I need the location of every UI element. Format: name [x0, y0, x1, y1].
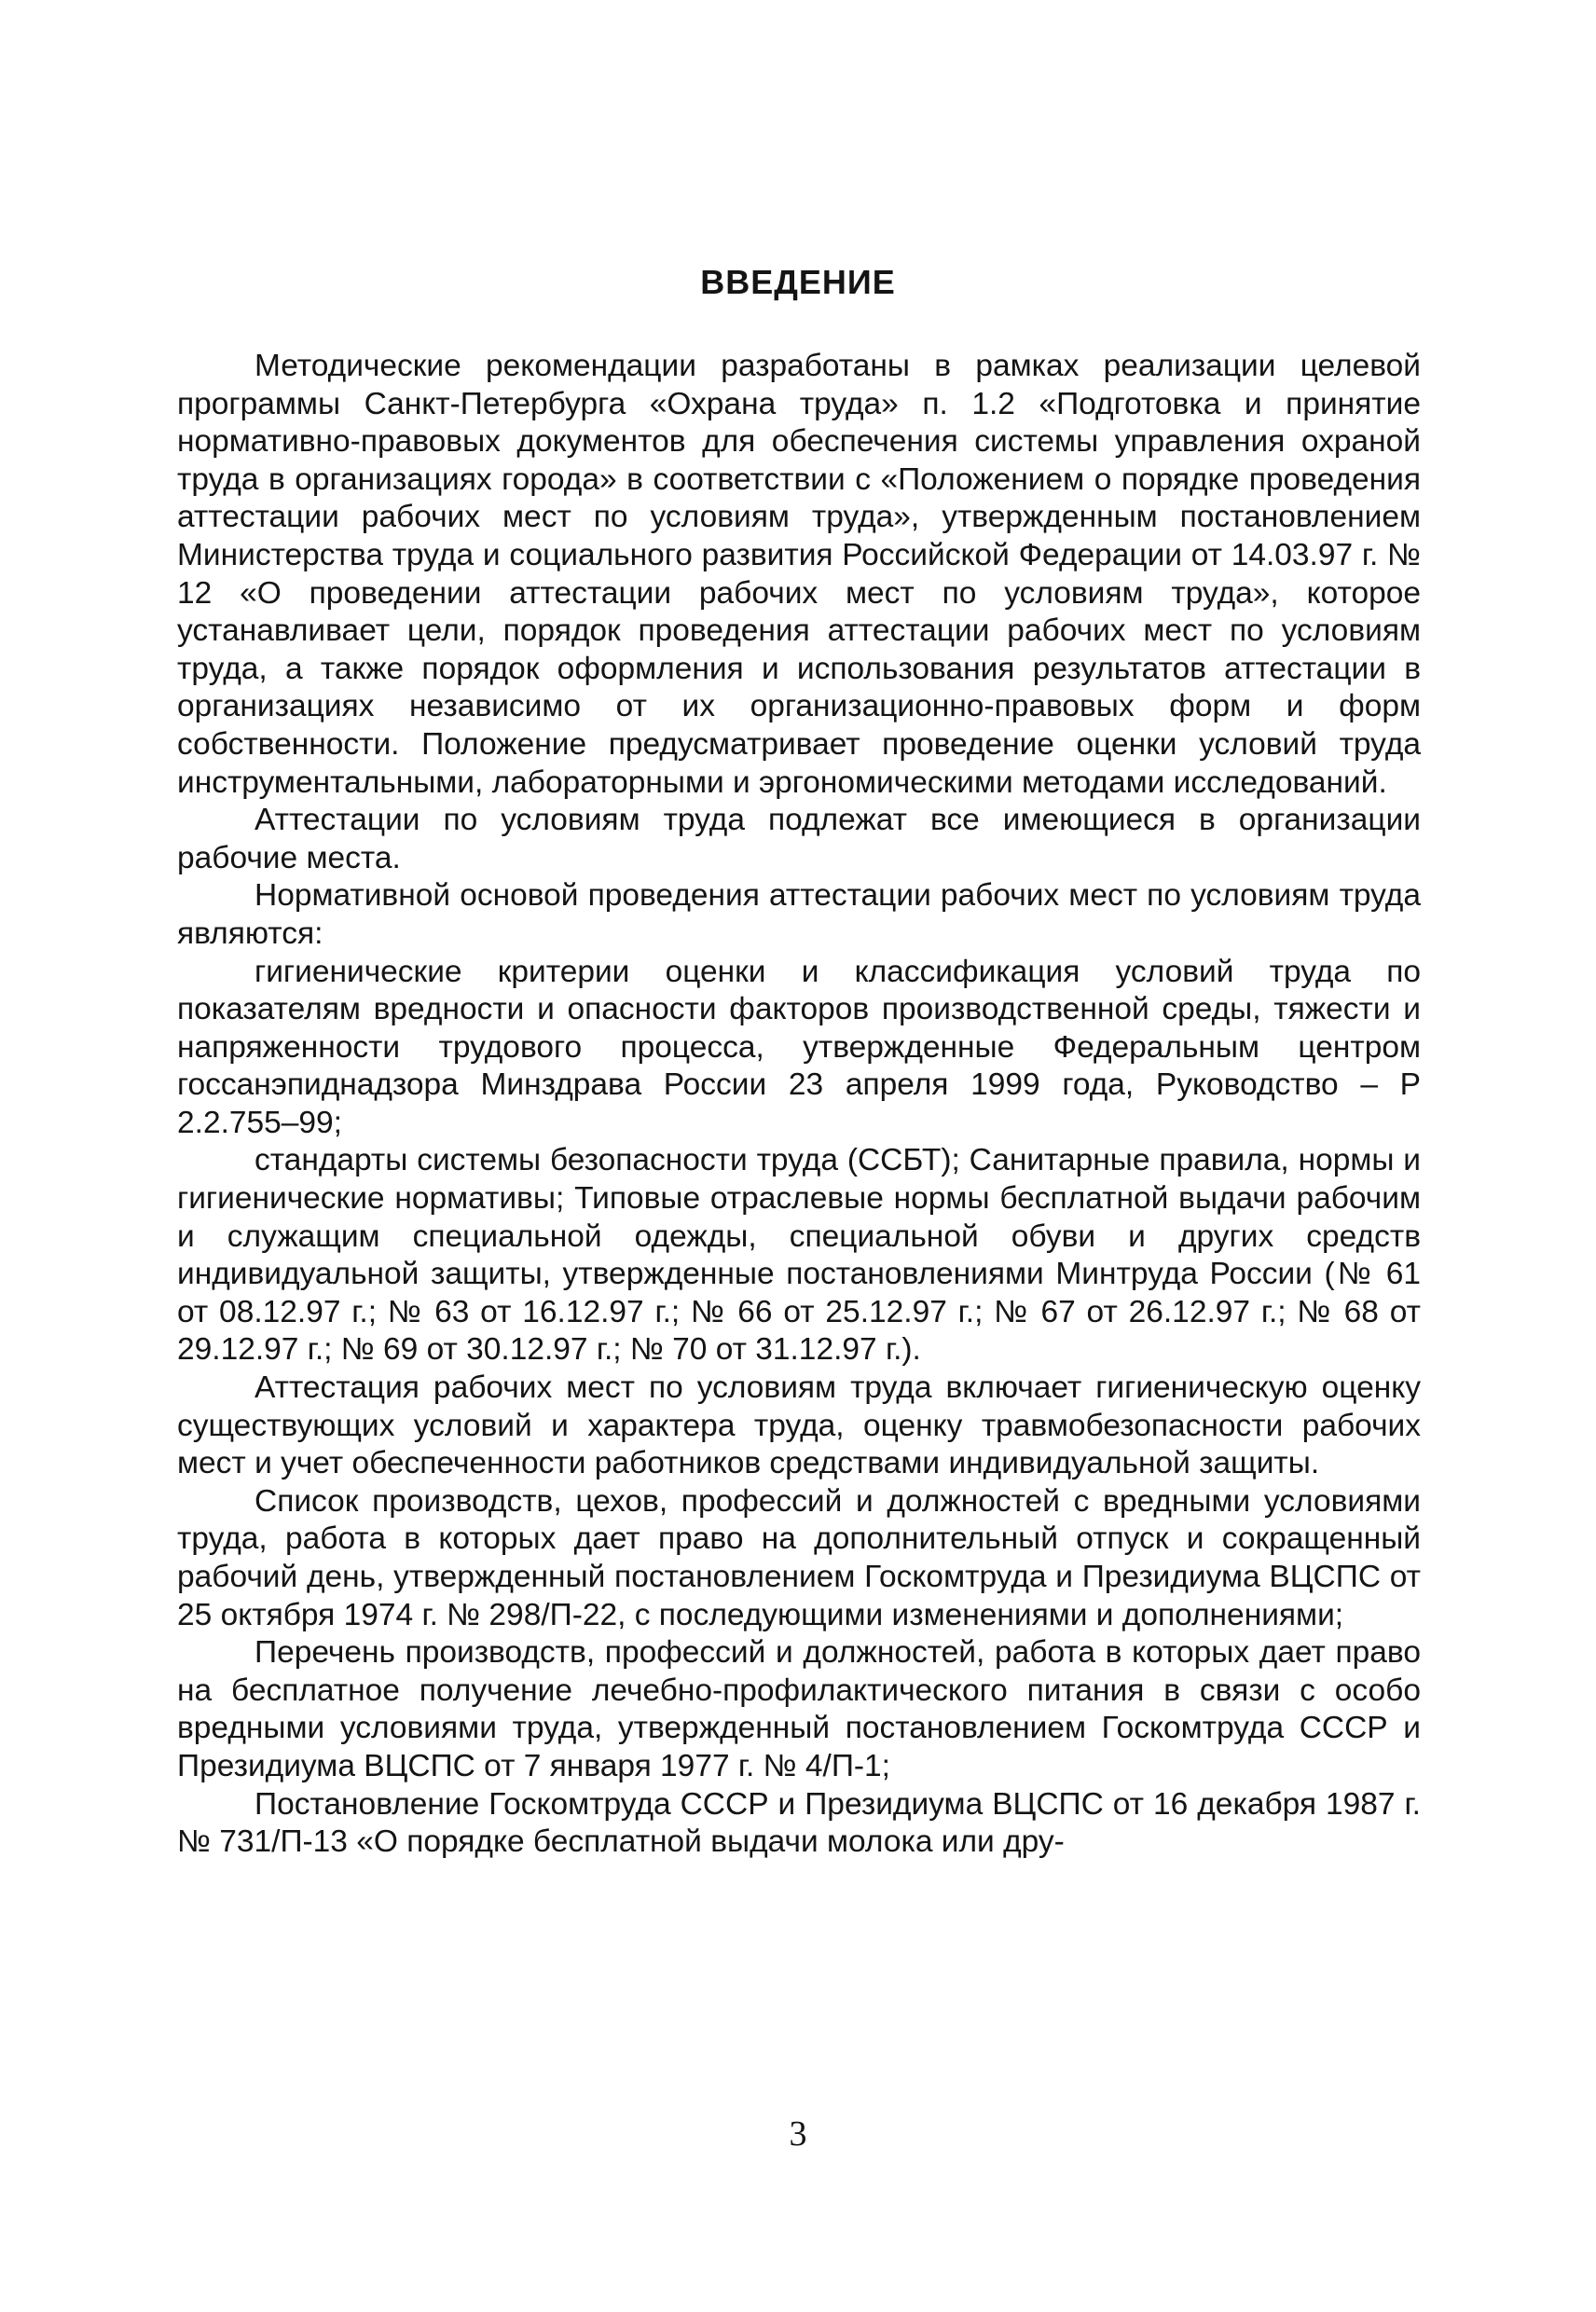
paragraph: Аттестации по условиям труда подлежат все имеющиеся в организации рабочие места. — [177, 803, 1421, 875]
paragraph: гигиенические критерии оценки и классификация условий труда по показателям вредности и опасности факторов производственной среды, тяжести и напряженности трудового процесса, утвержденные Федеральным центром госсанэпиднадзора Минздрава России 23 апреля 1999 года, Руководство – Р 2.2.755–99; — [177, 954, 1421, 1140]
paragraph: Постановление Госкомтруда СССР и Президиума ВЦСПС от 16 декабря 1987 г. № 731/П-13 «О порядке бесплатной выдачи молока или дру- — [177, 1786, 1421, 1860]
paragraph: Список производств, цехов, профессий и должностей с вредными условиями труда, работа в которых дает право на дополнительный отпуск и сокращенный рабочий день, утвержденный постановлением Госкомтруда и Президиума ВЦСПС от 25 октября 1974 г. № 298/П-22, с последующими изменениями и дополнениями; — [177, 1483, 1421, 1632]
page-number: 3 — [789, 2114, 807, 2154]
paragraph: Нормативной основой проведения аттестации рабочих мест по условиям труда являются: — [177, 878, 1421, 951]
paragraph: Перечень производств, профессий и должностей, работа в которых дает право на бесплатное получение лечебно-профилактического питания в связи с особо вредными условиями труда, утвержденный постановлением Госкомтруда СССР и Президиума ВЦСПС от 7 января 1977 г. № 4/П-1; — [177, 1635, 1421, 1783]
document-body — [177, 348, 1421, 1862]
paragraph: Аттестация рабочих мест по условиям труда включает гигиеническую оценку существующих условий и характера труда, оценку травмобезопасности рабочих мест и учет обеспеченности работников средствами индивидуальной защиты. — [177, 1370, 1421, 1481]
paragraph: стандарты системы безопасности труда (ССБТ); Санитарные правила, нормы и гигиенические нормативы; Типовые отраслевые нормы бесплатной выдачи рабочим и служащим специальной одежды, специальной обуви и других средств индивидуальной защиты, утвержденные постановлениями Минтруда России (№ 61 от 08.12.97 г.; № 63 от 16.12.97 г.; № 66 от 25.12.97 г.; № 67 от 26.12.97 г.; № 68 от 29.12.97 г.; № 69 от 30.12.97 г.; № 70 от 31.12.97 г.). — [177, 1143, 1421, 1368]
page-title: ВВЕДЕНИЕ — [700, 263, 896, 301]
paragraph: Методические рекомендации разработаны в рамках реализации целевой программы Санкт-Петербурга «Охрана труда» п. 1.2 «Подготовка и принятие нормативно-правовых документов для обеспечения системы управления охраной труда в организациях города» в соответствии с «Положением о порядке проведения аттестации рабочих мест по условиям труда», утвержденным постановлением Министерства труда и социального развития Российской Федерации от 14.03.97 г. № 12 «О проведении аттестации рабочих мест по условиям труда», которое устанавливает цели, порядок проведения аттестации рабочих мест по условиям труда, а также порядок оформления и использования результатов аттестации в организациях независимо от их организационно-правовых форм и форм собственности. Положение предусматривает проведение оценки условий труда инструментальными, лабораторными и эргономическими методами исследований. — [177, 349, 1421, 800]
